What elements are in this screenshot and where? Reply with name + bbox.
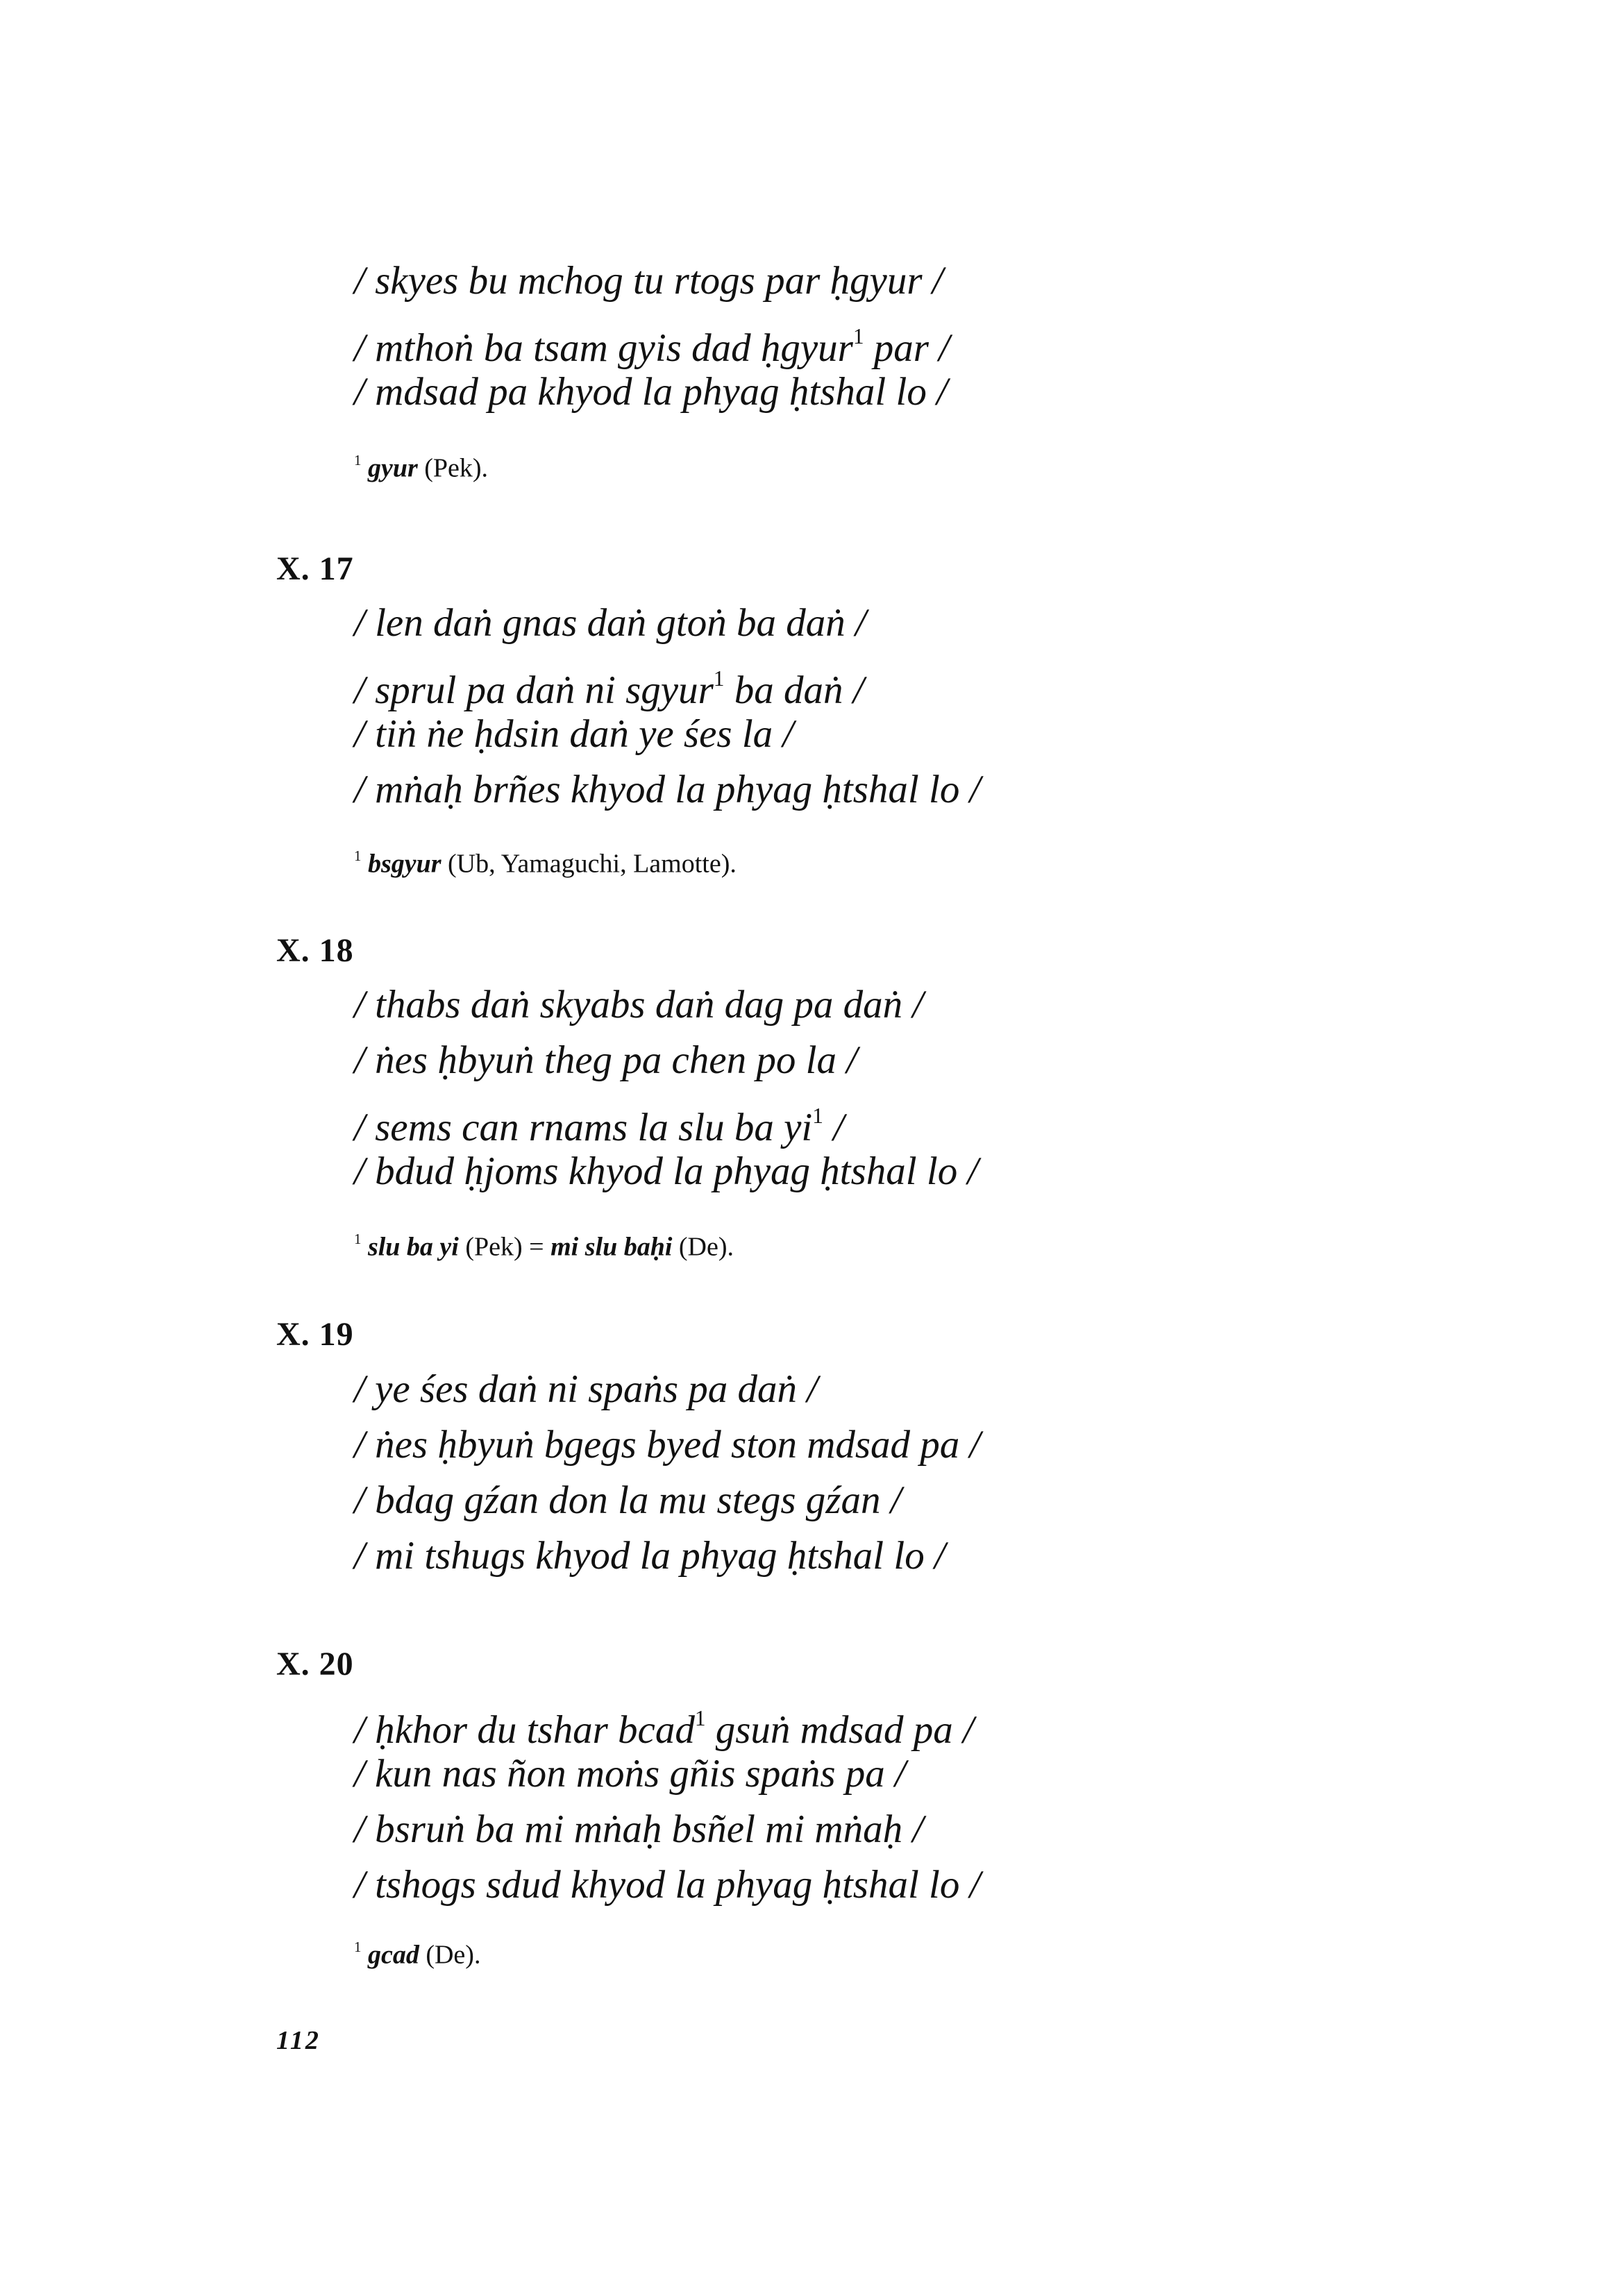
- footnote: [354, 1930, 480, 1973]
- footnote-term: mi slu baḥi: [550, 1232, 673, 1262]
- verse-line: [354, 309, 950, 371]
- stanza-20-verse: [354, 1691, 980, 1913]
- verse-line: / kun nas ñon moṅs gñis spaṅs pa /: [354, 1752, 906, 1796]
- verse-line-text: gsuṅ mdsad pa /: [705, 1708, 974, 1753]
- verse-line-text: ba daṅ /: [724, 668, 864, 713]
- verse-line-text: par /: [864, 326, 950, 371]
- verse-line-text: / sprul pa daṅ ni sgyur: [354, 668, 714, 713]
- verse-line-text: / sems can rnams la slu ba yi: [354, 1106, 813, 1150]
- stanza-top-verse: [354, 253, 950, 420]
- stanza-heading: X. 20: [276, 1646, 354, 1682]
- footnote-term: bsgyur: [367, 849, 442, 879]
- verse-line: / bdud ḥjoms khyod la phyag ḥtshal lo /: [354, 1149, 979, 1193]
- verse-line: / bdag gźan don la mu stegs gźan /: [354, 1478, 902, 1522]
- verse-line: [354, 651, 980, 713]
- stanza-17-verse: [354, 596, 980, 818]
- footnote-marker: 1: [812, 1104, 823, 1128]
- footnote-source: (Ub, Yamaguchi, Lamotte).: [441, 849, 737, 879]
- footnote-marker: 1: [694, 1706, 706, 1730]
- footnote-number: 1: [354, 452, 362, 469]
- verse-line: / thabs daṅ skyabs daṅ dag pa daṅ /: [354, 983, 924, 1027]
- footnote: [354, 838, 737, 881]
- footnote-number: 1: [354, 1231, 362, 1247]
- stanza-heading: X. 19: [276, 1316, 354, 1353]
- footnote-term: slu ba yi: [367, 1232, 459, 1262]
- verse-line: / mṅaḥ brñes khyod la phyag ḥtshal lo /: [354, 768, 981, 811]
- verse-line: [354, 1088, 978, 1150]
- footnote-source: (De).: [419, 1940, 481, 1970]
- verse-line: / bsruṅ ba mi mṅaḥ bsñel mi mṅaḥ /: [354, 1807, 924, 1851]
- verse-line: [354, 1691, 980, 1753]
- verse-line: / ye śes daṅ ni spaṅs pa daṅ /: [354, 1367, 818, 1411]
- footnote-source: (Pek).: [417, 453, 489, 483]
- verse-line: / len daṅ gnas daṅ gtoṅ ba daṅ /: [354, 601, 866, 645]
- footnote-term: gyur: [367, 453, 418, 483]
- verse-line: / mi tshugs khyod la phyag ḥtshal lo /: [354, 1534, 945, 1578]
- footnote-source: (Pek) =: [458, 1232, 551, 1262]
- verse-line: / mdsad pa khyod la phyag ḥtshal lo /: [354, 370, 948, 414]
- verse-line-text: / mthoṅ ba tsam gyis dad ḥgyur: [354, 326, 853, 371]
- verse-line-text: / ḥkhor du tshar bcad: [354, 1708, 695, 1753]
- verse-line: / tiṅ ṅe ḥdsin daṅ ye śes la /: [354, 712, 794, 756]
- stanza-heading: X. 18: [276, 932, 354, 969]
- footnote-number: 1: [354, 1939, 362, 1955]
- footnote-number: 1: [354, 847, 362, 864]
- verse-line: / ṅes ḥbyuṅ bgegs byed ston mdsad pa /: [354, 1423, 981, 1467]
- footnote-source: (De).: [672, 1232, 734, 1262]
- verse-line: / skyes bu mchog tu rtogs par ḥgyur /: [354, 259, 943, 303]
- footnote-marker: 1: [713, 666, 725, 691]
- verse-line: / ṅes ḥbyuṅ theg pa chen po la /: [354, 1038, 858, 1082]
- footnote-marker: 1: [852, 324, 864, 348]
- verse-line: / tshogs sdud khyod la phyag ḥtshal lo /: [354, 1863, 981, 1907]
- stanza-heading: X. 17: [276, 550, 354, 587]
- footnote: [354, 443, 488, 486]
- stanza-19-verse: [354, 1362, 980, 1584]
- page-number: 112: [276, 2026, 321, 2055]
- verse-line-text: /: [823, 1106, 844, 1150]
- stanza-18-verse: [354, 977, 978, 1199]
- footnote-term: gcad: [367, 1940, 419, 1970]
- footnote: [354, 1222, 734, 1265]
